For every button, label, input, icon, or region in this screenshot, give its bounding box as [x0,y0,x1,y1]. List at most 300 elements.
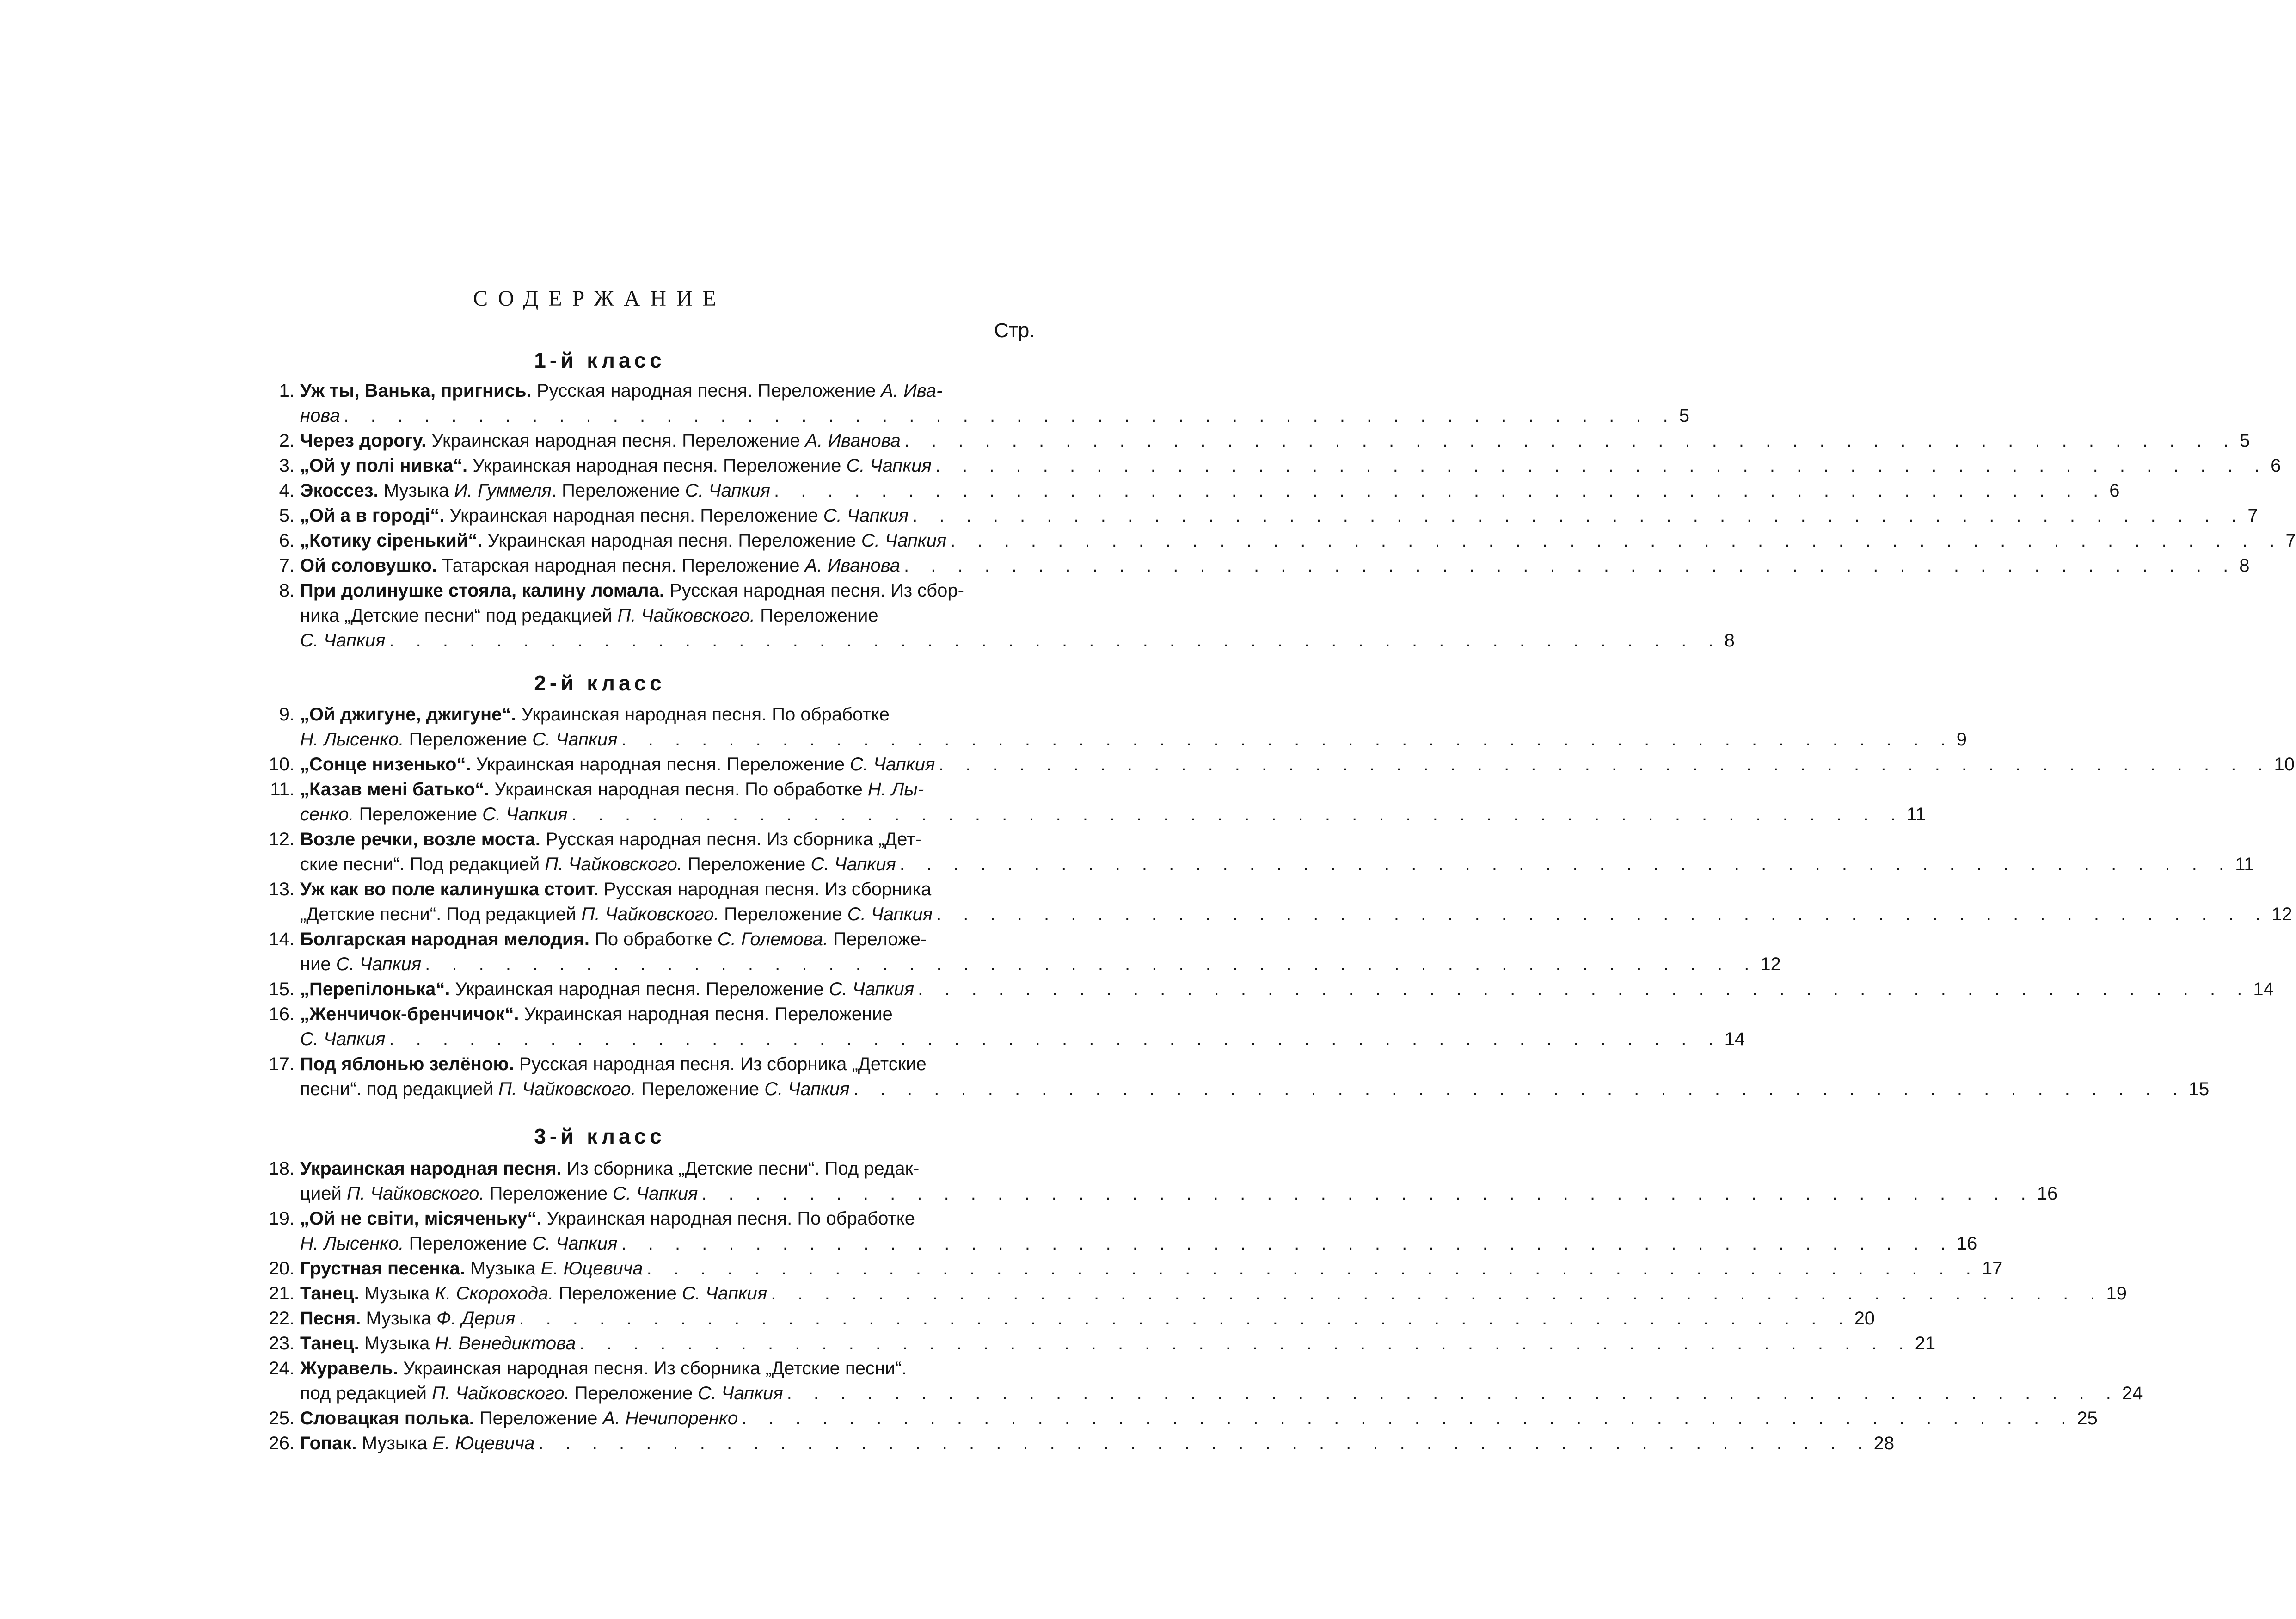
entry-credit: С. Чапкия [532,1233,618,1254]
entry-description: Музыка [359,1283,435,1304]
dot-leader: . . . . . . . . . . . . . . . . . . . . . . . . . . . . . . . . . . . . . . . . . . . . . . . . . . [935,456,2268,476]
entry-description: Украинская народная песня. Переложение [471,754,850,775]
dot-leader: . . . . . . . . . . . . . . . . . . . . . . . . . . . . . . . . . . . . . . . . . . . . . . . . . . [899,854,2233,874]
entry-title: „Сонце низенько“. [300,754,471,775]
entry-description: „Детские песни“. Под редакцией [300,904,582,924]
page-number: 5 [1679,406,1689,426]
entry-body [300,578,1735,653]
entry-line [300,1052,2209,1077]
dot-leader: . . . . . . . . . . . . . . . . . . . . . . . . . . . . . . . . . . . . . . . . . . . . . . . . . . [344,406,1676,426]
entry-description: Украинская народная песня. Переложение [519,1004,893,1024]
entry-title: Танец. [300,1283,359,1304]
entry-description: По обработке [589,929,718,949]
toc-entry[interactable] [257,877,2292,927]
entry-line [300,1381,2143,1406]
toc-entry[interactable] [257,1002,1745,1052]
entry-body [300,428,2250,453]
entry-line [300,453,2281,478]
toc-entry[interactable] [257,1431,1895,1456]
page-number: 6 [2271,456,2281,476]
entry-description: Русская народная песня. Из сборника [598,879,932,899]
entry-number: 19. [269,1208,295,1229]
entry-body [300,827,2254,877]
dot-leader: . . . . . . . . . . . . . . . . . . . . . . . . . . . . . . . . . . . . . . . . . . . . . . . . . . [621,729,1954,750]
entry-title: „Женчичок-бренчичок“. [300,1004,519,1024]
dot-leader: . . . . . . . . . . . . . . . . . . . . . . . . . . . . . . . . . . . . . . . . . . . . . . . . . . [950,530,2283,551]
entry-credit: Ф. Дерия [436,1308,516,1329]
entry-number: 15. [269,979,295,999]
entry-description: Из сборника „Детские песни“. Под редак- [561,1158,920,1179]
entry-body [300,1406,2098,1431]
entry-description: Украинская народная песня. Переложение [444,505,823,526]
entry-credit: Е. Юцевича [540,1258,643,1279]
entry-line [300,902,2292,927]
entry-description: Музыка [378,480,454,501]
entry-body [300,927,1781,977]
entry-description: Переложение [636,1079,765,1099]
entry-text [300,827,921,852]
entry-number: 6. [279,530,295,551]
entry-title: Экоссез. [300,480,379,501]
entry-description: Переложение [553,1283,682,1304]
toc-entry[interactable] [257,1206,1977,1256]
dot-leader: . . . . . . . . . . . . . . . . . . . . . . . . . . . . . . . . . . . . . . . . . . . . . . . . . . [912,505,2245,526]
entry-description: Переложение [404,1233,533,1254]
entry-line [300,727,1967,752]
entry-title: Через дорогу. [300,431,427,451]
entry-description: Украинская народная песня. Переложение [426,431,805,451]
entry-line [300,1306,1875,1331]
entry-number: 26. [269,1433,295,1453]
entry-text [300,1306,515,1331]
entry-line [300,1256,2002,1281]
dot-leader: . . . . . . . . . . . . . . . . . . . . . . . . . . . . . . . . . . . . . . . . . . . . . . . . . . [742,1408,2075,1428]
entry-text [300,603,878,628]
entry-description: Переложение [354,804,483,825]
entry-text [300,952,421,977]
entry-line [300,702,1967,727]
entry-number: 8. [279,580,295,601]
entry-text [300,1331,576,1356]
page-number: 11 [2235,854,2254,874]
entry-line [300,1181,2057,1206]
entry-description: Переложение [404,729,533,750]
entry-line [300,1206,1977,1231]
entry-body [300,1256,2002,1281]
toc-entry[interactable] [257,428,2250,453]
toc-entry[interactable] [257,752,2295,777]
entry-title: Болгарская народная мелодия. [300,929,589,949]
entry-body [300,1206,1977,1256]
entry-text [300,1181,698,1206]
entry-number: 1. [279,381,295,401]
toc-entry[interactable] [257,378,1689,428]
entry-description: Украинская народная песня. Переложение [482,530,861,551]
entry-description: Музыка [359,1333,435,1354]
entry-description: Русская народная песня. Переложение [531,381,881,401]
dot-leader: . . . . . . . . . . . . . . . . . . . . . . . . . . . . . . . . . . . . . . . . . . . . . . . . . . [519,1308,1852,1329]
entry-description: Переложение [484,1183,613,1204]
entry-line [300,528,2296,553]
entry-number: 17. [269,1054,295,1074]
entry-text [300,1231,618,1256]
entry-credit: С. Чапкия [764,1079,850,1099]
page-number: 14 [1724,1029,1745,1049]
page-number: 17 [1982,1258,2003,1279]
entry-title: „Котику сіренький“. [300,530,483,551]
entry-text [300,628,385,653]
entry-credit: А. Ива- [881,381,943,401]
entry-line [300,827,2254,852]
toc-entry[interactable] [257,1256,2003,1281]
entry-number: 9. [279,704,295,725]
entry-line [300,1356,2143,1381]
entry-line [300,952,1781,977]
entry-line [300,603,1735,628]
page-number: 21 [1915,1333,1936,1354]
entry-description: ника „Детские песни“ под редакцией [300,605,618,626]
page-number: 25 [2077,1408,2098,1428]
entry-body [300,378,1689,428]
section-1-entries [257,378,2296,653]
entry-text [300,1381,783,1406]
entry-number: 12. [269,829,295,850]
section-heading-3: 3-й класс [534,1124,665,1148]
entry-credit: С. Чапкия [846,456,932,476]
entry-credit: С. Чапкия [482,804,568,825]
entry-description: цией [300,1183,347,1204]
entry-text [300,1077,850,1102]
entry-text [300,702,890,727]
entry-line [300,1027,1745,1052]
entry-credit: А. Иванова [805,431,901,451]
dot-leader: . . . . . . . . . . . . . . . . . . . . . . . . . . . . . . . . . . . . . . . . . . . . . . . . . . [939,754,2271,775]
entry-credit: Н. Лысенко. [300,729,404,750]
toc-entry[interactable] [257,1306,1875,1331]
entry-number: 21. [269,1283,295,1304]
entry-body [300,453,2281,478]
section-heading-1: 1-й класс [534,348,665,372]
entry-credit: Н. Лы- [867,779,924,800]
entry-number: 2. [279,431,295,451]
page-number: 24 [2122,1383,2143,1404]
dot-leader: . . . . . . . . . . . . . . . . . . . . . . . . . . . . . . . . . . . . . . . . . . . . . . . . . . [389,630,1722,651]
entry-description: . Переложение [551,480,685,501]
entry-description: ние [300,954,336,974]
toc-entry[interactable] [257,1406,2098,1431]
dot-leader: . . . . . . . . . . . . . . . . . . . . . . . . . . . . . . . . . . . . . . . . . . . . . . . . . . [701,1183,2034,1204]
entry-title: При долинушке стояла, калину ломала. [300,580,664,601]
entry-number: 14. [269,929,295,949]
entry-number: 10. [269,754,295,775]
entry-body [300,1156,2057,1206]
entry-credit: Н. Венедиктова [435,1333,576,1354]
entry-credit: П. Чайковского. [432,1383,570,1404]
entry-number: 18. [269,1158,295,1179]
entry-line [300,503,2258,528]
entry-text [300,553,900,578]
toc-entry[interactable] [257,827,2254,877]
entry-credit: С. Чапкия [810,854,896,874]
entry-line [300,1431,1894,1456]
entry-title: Грустная песенка. [300,1258,465,1279]
entry-credit: С. Чапкия [847,904,933,924]
dot-leader: . . . . . . . . . . . . . . . . . . . . . . . . . . . . . . . . . . . . . . . . . . . . . . . . . . [904,555,2237,576]
entry-credit: П. Чайковского. [346,1183,485,1204]
entry-body [300,528,2296,553]
toc-entry[interactable] [257,478,2120,503]
entry-number: 4. [279,480,295,501]
page-number: 16 [1956,1233,1977,1254]
entry-description: Переложение [474,1408,603,1428]
page-number: 20 [1854,1308,1875,1329]
entry-text [300,752,935,777]
entry-number: 24. [269,1358,295,1379]
toc-entry[interactable] [257,777,1926,827]
page-number: 28 [1873,1433,1895,1453]
entry-description: Переложение [755,605,878,626]
entry-title: Гопак. [300,1433,357,1453]
entry-title: „Ой джигуне, джигуне“. [300,704,516,725]
entry-body [300,1331,1935,1356]
entry-description: Музыка [356,1433,433,1453]
entry-credit: П. Чайковского. [617,605,755,626]
entry-title: Под яблонью зелёною. [300,1054,514,1074]
entry-description: Переложение [569,1383,698,1404]
entry-number: 5. [279,505,295,526]
page-number: 12 [2271,904,2292,924]
section-2-entries [257,702,2295,1102]
entry-credit: С. Чапкия [300,1029,386,1049]
page-number: 10 [2274,754,2295,775]
entry-text [300,1027,385,1052]
entry-number: 16. [269,1004,295,1024]
entry-number: 11. [270,779,295,800]
entry-description: Украинская народная песня. По обработке [489,779,868,800]
entry-description: Переложение [682,854,811,874]
toc-entry[interactable] [257,528,2296,553]
dot-leader: . . . . . . . . . . . . . . . . . . . . . . . . . . . . . . . . . . . . . . . . . . . . . . . . . . [771,1283,2104,1304]
entry-line [300,578,1735,603]
entry-line [300,553,2250,578]
page-number: 16 [2037,1183,2058,1204]
entry-description: Русская народная песня. Из сборника „Дет- [540,829,921,850]
entry-text [300,777,924,802]
entry-description: Переложение [719,904,847,924]
toc-entry[interactable] [257,977,2274,1002]
entry-description: Украинская народная песня. Переложение [450,979,829,999]
entry-description: под редакцией [300,1383,432,1404]
entry-line [300,927,1781,952]
entry-line [300,478,2119,503]
entry-text [300,877,931,902]
entry-text [300,528,946,553]
entry-line [300,1281,2127,1306]
dot-leader: . . . . . . . . . . . . . . . . . . . . . . . . . . . . . . . . . . . . . . . . . . . . . . . . . . [571,804,1904,825]
entry-description: Музыка [361,1308,437,1329]
entry-body [300,478,2119,503]
entry-credit: С. Чапкия [300,630,386,651]
entry-credit: И. Гуммеля [454,480,552,501]
entry-text [300,1002,893,1027]
toc-entry[interactable] [257,1281,2127,1306]
page-number: 9 [1956,729,1967,750]
entry-credit: А. Нечипоренко [602,1408,738,1428]
entry-number: 22. [269,1308,295,1329]
entry-credit: С. Чапкия [336,954,422,974]
toc-entry[interactable] [257,1356,2143,1406]
entry-title: Словацкая полька. [300,1408,474,1428]
dot-leader: . . . . . . . . . . . . . . . . . . . . . . . . . . . . . . . . . . . . . . . . . . . . . . . . . . [621,1233,1954,1254]
entry-description: Русская народная песня. Из сбор- [664,580,964,601]
section-3-entries [257,1156,2143,1456]
page-number: 12 [1760,954,1781,974]
entry-line [300,752,2295,777]
page-column-label: Стр. [994,319,1035,342]
dot-leader: . . . . . . . . . . . . . . . . . . . . . . . . . . . . . . . . . . . . . . . . . . . . . . . . . . [904,431,2237,451]
entry-credit: Е. Юцевича [432,1433,535,1453]
section-heading-2: 2-й класс [534,671,665,695]
entry-line [300,1406,2098,1431]
entry-credit: П. Чайковского. [498,1079,636,1099]
entry-credit: С. Чапкия [829,979,915,999]
page-number: 5 [2240,431,2250,451]
dot-leader: . . . . . . . . . . . . . . . . . . . . . . . . . . . . . . . . . . . . . . . . . . . . . . . . . . [389,1029,1722,1049]
toc-entry[interactable] [257,553,2250,578]
entry-text [300,453,932,478]
page-number: 7 [2285,530,2296,551]
entry-credit: нова [300,406,340,426]
entry-credit: А. Иванова [804,555,901,576]
entry-line [300,877,2292,902]
entry-title: Танец. [300,1333,359,1354]
entry-body [300,1002,1745,1052]
toc-entry[interactable] [257,927,1781,977]
entry-title: Уж как во поле калинушка стоит. [300,879,599,899]
entry-text [300,478,770,503]
entry-credit: С. Чапкия [849,754,935,775]
entry-credit: С. Чапкия [532,729,618,750]
entry-body [300,1431,1894,1456]
entry-text [300,403,340,428]
entry-number: 20. [269,1258,295,1279]
entry-text [300,1356,907,1381]
entry-title: „Ой у полі нивка“. [300,456,468,476]
entry-credit: П. Чайковского. [545,854,682,874]
toc-entry[interactable] [257,1052,2210,1102]
entry-line [300,1331,1935,1356]
entry-description: Украинская народная песня. По обработке [541,1208,915,1229]
page-number: 8 [1724,630,1735,651]
entry-text [300,1281,767,1306]
entry-line [300,1156,2057,1181]
dot-leader: . . . . . . . . . . . . . . . . . . . . . . . . . . . . . . . . . . . . . . . . . . . . . . . . . . [425,954,1758,974]
entry-body [300,977,2274,1002]
entry-title: Украинская народная песня. [300,1158,562,1179]
dot-leader: . . . . . . . . . . . . . . . . . . . . . . . . . . . . . . . . . . . . . . . . . . . . . . . . . . [786,1383,2119,1404]
page-number: 15 [2188,1079,2210,1099]
entry-title: „Ой а в городі“. [300,505,445,526]
page-title: СОДЕРЖАНИЕ [473,286,726,311]
dot-leader: . . . . . . . . . . . . . . . . . . . . . . . . . . . . . . . . . . . . . . . . . . . . . . . . . . [579,1333,1912,1354]
entry-line [300,628,1735,653]
entry-number: 7. [279,555,295,576]
entry-description: Переложе- [828,929,927,949]
entry-description: Музыка [465,1258,541,1279]
entry-credit: Н. Лысенко. [300,1233,404,1254]
entry-text [300,802,568,827]
entry-credit: С. Чапкия [823,505,909,526]
entry-title: „Ой не світи, місяченьку“. [300,1208,542,1229]
entry-body [300,1281,2127,1306]
toc-entry[interactable] [257,1156,2058,1206]
toc-entry[interactable] [257,578,1735,653]
entry-text [300,1256,643,1281]
page-number: 19 [2106,1283,2127,1304]
entry-credit: С. Чапкия [685,480,770,501]
entry-text [300,428,901,453]
dot-leader: . . . . . . . . . . . . . . . . . . . . . . . . . . . . . . . . . . . . . . . . . . . . . . . . . . [918,979,2251,999]
entry-number: 13. [269,879,295,899]
entry-title: „Перепілонька“. [300,979,450,999]
toc-entry[interactable] [257,503,2258,528]
entry-body [300,503,2258,528]
dot-leader: . . . . . . . . . . . . . . . . . . . . . . . . . . . . . . . . . . . . . . . . . . . . . . . . . . [646,1258,1979,1279]
entry-text [300,1406,738,1431]
entry-credit: К. Скорохода. [435,1283,554,1304]
entry-body [300,1052,2209,1102]
entry-description: песни“. под редакцией [300,1079,499,1099]
entry-text [300,578,964,603]
entry-title: „Казав мені батько“. [300,779,490,800]
entry-title: Ой соловушко. [300,555,437,576]
entry-title: Возле речки, возле моста. [300,829,540,850]
entry-credit: П. Чайковского. [581,904,719,924]
entry-title: Песня. [300,1308,361,1329]
entry-body [300,752,2295,777]
toc-entry[interactable] [257,702,1967,752]
entry-description: Украинская народная песня. По обработке [516,704,890,725]
page-number: 8 [2239,555,2250,576]
entry-number: 23. [269,1333,295,1354]
entry-text [300,902,933,927]
entry-text [300,1431,534,1456]
entry-description: Украинская народная песня. Переложение [467,456,847,476]
page-number: 11 [1906,804,1926,825]
entry-credit: сенко. [300,804,354,825]
entry-credit: С. Чапкия [698,1383,783,1404]
entry-credit: С. Чапкия [613,1183,698,1204]
entry-number: 3. [279,456,295,476]
entry-line [300,428,2250,453]
entry-credit: С. Чапкия [681,1283,767,1304]
entry-line [300,852,2254,877]
entry-title: Журавель. [300,1358,398,1379]
entry-line [300,1077,2209,1102]
dot-leader: . . . . . . . . . . . . . . . . . . . . . . . . . . . . . . . . . . . . . . . . . . . . . . . . . . [538,1433,1871,1453]
entry-line [300,777,1926,802]
toc-entry[interactable] [257,453,2281,478]
entry-credit: С. Чапкия [861,530,947,551]
entry-body [300,1356,2143,1406]
entry-text [300,852,896,877]
page-number: 14 [2253,979,2274,999]
entry-description: Татарская народная песня. Переложение [437,555,805,576]
page-number: 7 [2247,505,2258,526]
entry-line [300,1231,1977,1256]
toc-entry[interactable] [257,1331,1936,1356]
entry-text [300,1156,919,1181]
